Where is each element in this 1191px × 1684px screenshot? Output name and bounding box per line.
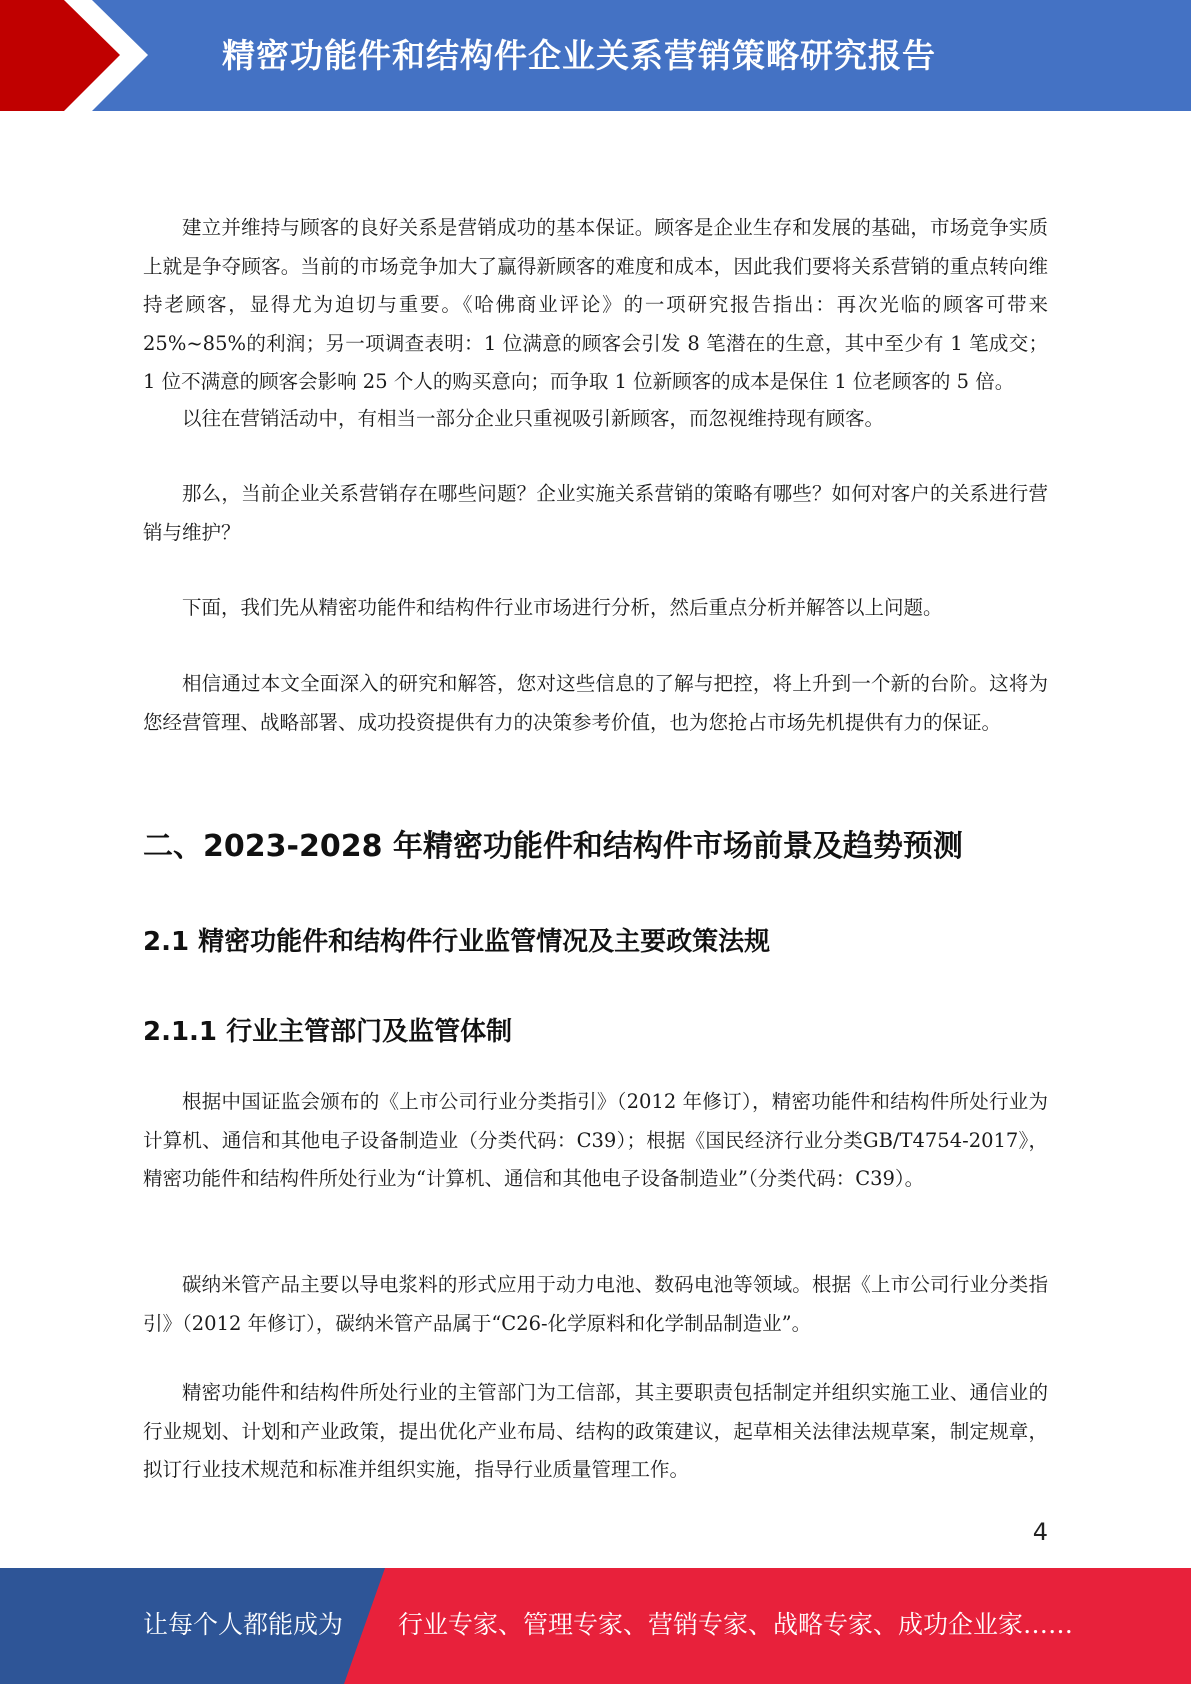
body-paragraph: 那么，当前企业关系营销存在哪些问题？企业实施关系营销的策略有哪些？如何对客户的关系进行营销与维护？ (143, 482, 1048, 544)
red-arrow-icon (0, 0, 150, 111)
section-heading: 二、2023-2028 年精密功能件和结构件市场前景及趋势预测 (143, 829, 963, 864)
header-banner (0, 0, 1191, 111)
intro-paragraph: 建立并维持与顾客的良好关系是营销成功的基本保证。顾客是企业生存和发展的基础，市场竞争实质上就是争夺顾客。当前的市场竞争加大了赢得新顾客的难度和成本，因此我们要将关系营销的重点转向维持老顾客，显得尤为迫切与重要。《哈佛商业评论》的一项研究报告指出：再次光临的顾客可带来 25%~85%的利润；另一项调查表明：1 位满意的顾客会引发 8 笔潜在的生意，其中至少有 1 笔成交；1 位不满意的顾客会影响 25 个人的购买意向；而争取 1 位新顾客的成本是保住 1 位老顾客的 5 倍。 (143, 216, 1048, 393)
footer-slogan-left: 让每个人都能成为 (143, 1610, 344, 1639)
page-number: 4 (1032, 1518, 1048, 1546)
body-paragraph: 以往在营销活动中，有相当一部分企业只重视吸引新顾客，而忽视维持现有顾客。 (182, 407, 885, 430)
body-paragraph: 下面，我们先从精密功能件和结构件行业市场进行分析，然后重点分析并解答以上问题。 (182, 596, 943, 619)
body-paragraph: 碳纳米管产品主要以导电浆料的形式应用于动力电池、数码电池等领域。根据《上市公司行业分类指引》（2012 年修订），碳纳米管产品属于“C26-化学原料和化学制品制造业”。 (143, 1273, 1048, 1335)
subsubsection-heading: 2.1.1 行业主管部门及监管体制 (143, 1017, 513, 1047)
footer-slogan-right: 行业专家、管理专家、营销专家、战略专家、成功企业家…… (398, 1610, 1074, 1639)
footer-banner (0, 1568, 1191, 1684)
report-title: 精密功能件和结构件企业关系营销策略研究报告 (222, 36, 936, 75)
body-paragraph: 相信通过本文全面深入的研究和解答，您对这些信息的了解与把控，将上升到一个新的台阶。这将为您经营管理、战略部署、成功投资提供有力的决策参考价值，也为您抢占市场先机提供有力的保证。 (143, 672, 1048, 734)
subsection-heading: 2.1 精密功能件和结构件行业监管情况及主要政策法规 (143, 927, 771, 957)
body-paragraph: 精密功能件和结构件所处行业的主管部门为工信部，其主要职责包括制定并组织实施工业、通信业的行业规划、计划和产业政策，提出优化产业布局、结构的政策建议，起草相关法律法规草案，制定规章，拟订行业技术规范和标准并组织实施，指导行业质量管理工作。 (143, 1381, 1048, 1481)
body-paragraph: 根据中国证监会颁布的《上市公司行业分类指引》（2012 年修订），精密功能件和结构件所处行业为计算机、通信和其他电子设备制造业（分类代码：C39）；根据《国民经济行业分类GB/T4754-2017》，精密功能件和结构件所处行业为“计算机、通信和其他电子设备制造业”（分类代码：C39）。 (143, 1090, 1048, 1190)
